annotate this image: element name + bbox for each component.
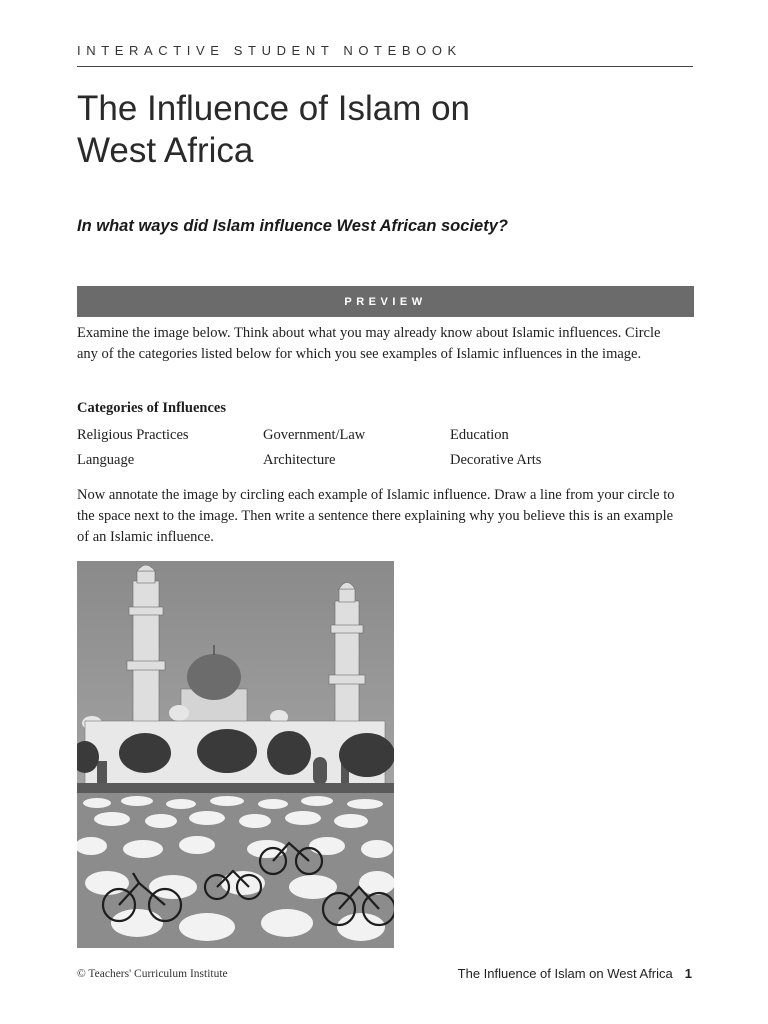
preview-label: PREVIEW — [344, 295, 427, 308]
instructions-paragraph-2: Now annotate the image by circling each example of Islamic influence. Draw a line from your circle to the space next to the image. Then write a sentence there explaining why you believe this is an example of an Islamic influence. — [77, 487, 675, 545]
category-item: Government/Law — [263, 427, 366, 443]
title-line-2: West Africa — [77, 131, 254, 170]
category-item: Language — [77, 452, 135, 468]
category-item: Religious Practices — [77, 427, 189, 443]
category-item: Decorative Arts — [450, 452, 542, 468]
mosque-photo — [77, 561, 394, 948]
categories-heading: Categories of Influences — [77, 400, 227, 416]
category-item: Architecture — [263, 452, 336, 468]
page-title — [77, 88, 637, 172]
page-number: 1 — [684, 966, 692, 981]
essential-question: In what ways did Islam influence West African society? — [77, 217, 508, 235]
category-item: Education — [450, 427, 509, 443]
mosque-photo-drawing — [77, 561, 394, 948]
header-rule — [77, 66, 693, 67]
footer-copyright: © Teachers' Curriculum Institute — [77, 968, 228, 980]
footer-title: The Influence of Islam on West Africa — [457, 966, 673, 981]
preview-section-bar — [77, 286, 694, 317]
footer-running-title — [458, 966, 692, 981]
notebook-header-label: INTERACTIVE STUDENT NOTEBOOK — [77, 43, 462, 58]
categories-grid — [77, 425, 637, 471]
instructions-paragraph-1: Examine the image below. Think about what you may already know about Islamic influences. Circle any of the categories listed below for which you see examples of Islamic influences in the image. — [77, 325, 661, 362]
title-line-1: The Influence of Islam on — [77, 89, 470, 128]
